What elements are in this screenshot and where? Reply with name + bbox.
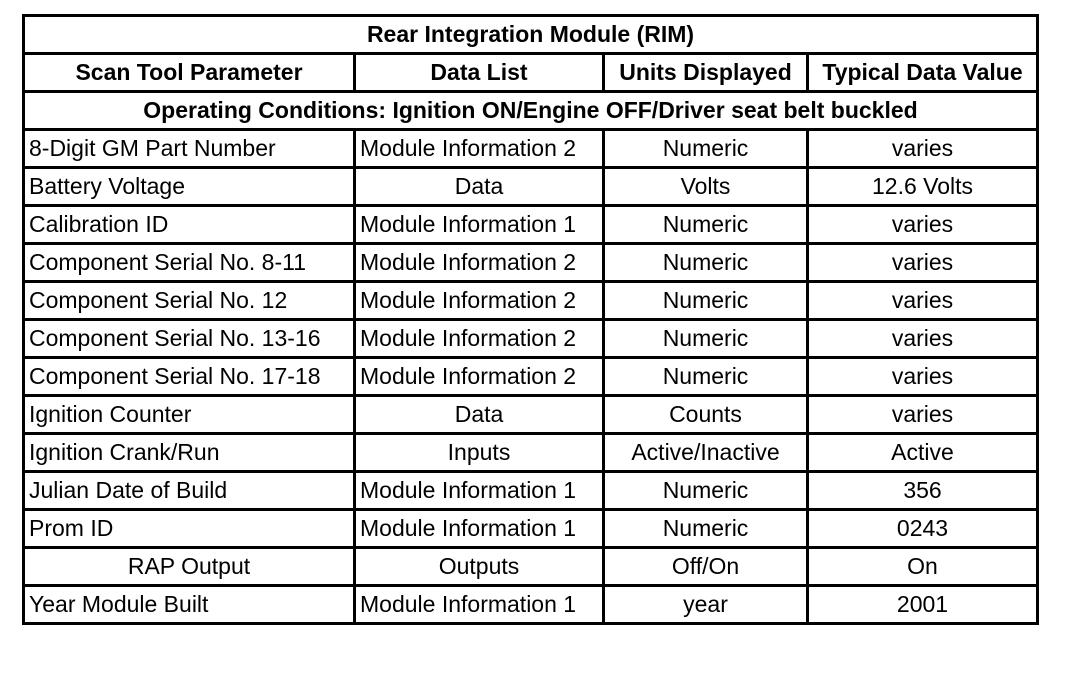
- cell-parameter: Julian Date of Build: [24, 472, 355, 510]
- cell-units: Numeric: [604, 358, 808, 396]
- cell-data-list: Inputs: [355, 434, 604, 472]
- header-data-list: Data List: [355, 54, 604, 92]
- cell-value: varies: [808, 358, 1038, 396]
- cell-value: varies: [808, 396, 1038, 434]
- cell-units: Active/Inactive: [604, 434, 808, 472]
- cell-data-list: Module Information 1: [355, 510, 604, 548]
- table-row: [24, 434, 1038, 472]
- table-row: [24, 358, 1038, 396]
- operating-conditions: Operating Conditions: Ignition ON/Engine OFF/Driver seat belt buckled: [24, 92, 1038, 130]
- title-row: [24, 16, 1038, 54]
- cell-parameter: Component Serial No. 8-11: [24, 244, 355, 282]
- cell-data-list: Data: [355, 396, 604, 434]
- cell-value: 2001: [808, 586, 1038, 624]
- header-units-displayed: Units Displayed: [604, 54, 808, 92]
- data-table-container: [22, 14, 1036, 625]
- cell-units: Off/On: [604, 548, 808, 586]
- table-row: [24, 510, 1038, 548]
- cell-parameter: Calibration ID: [24, 206, 355, 244]
- conditions-row: [24, 92, 1038, 130]
- table-row: [24, 320, 1038, 358]
- cell-parameter: Battery Voltage: [24, 168, 355, 206]
- table-row: [24, 472, 1038, 510]
- cell-units: Counts: [604, 396, 808, 434]
- table-row: [24, 168, 1038, 206]
- cell-units: Numeric: [604, 510, 808, 548]
- cell-units: Numeric: [604, 244, 808, 282]
- cell-parameter: Component Serial No. 12: [24, 282, 355, 320]
- cell-parameter: Ignition Counter: [24, 396, 355, 434]
- cell-value: varies: [808, 130, 1038, 168]
- cell-units: year: [604, 586, 808, 624]
- cell-value: varies: [808, 244, 1038, 282]
- cell-parameter: Component Serial No. 17-18: [24, 358, 355, 396]
- cell-data-list: Module Information 1: [355, 586, 604, 624]
- cell-parameter: 8-Digit GM Part Number: [24, 130, 355, 168]
- cell-data-list: Module Information 2: [355, 282, 604, 320]
- cell-units: Numeric: [604, 130, 808, 168]
- cell-value: Active: [808, 434, 1038, 472]
- cell-parameter: Year Module Built: [24, 586, 355, 624]
- cell-data-list: Module Information 1: [355, 472, 604, 510]
- cell-value: 0243: [808, 510, 1038, 548]
- table-row: [24, 282, 1038, 320]
- table-title: Rear Integration Module (RIM): [24, 16, 1038, 54]
- header-row: [24, 54, 1038, 92]
- table-row: [24, 586, 1038, 624]
- cell-units: Numeric: [604, 472, 808, 510]
- cell-data-list: Module Information 2: [355, 358, 604, 396]
- cell-data-list: Module Information 2: [355, 320, 604, 358]
- cell-data-list: Module Information 1: [355, 206, 604, 244]
- cell-data-list: Data: [355, 168, 604, 206]
- cell-data-list: Module Information 2: [355, 244, 604, 282]
- header-typical-data-value: Typical Data Value: [808, 54, 1038, 92]
- cell-parameter: Component Serial No. 13-16: [24, 320, 355, 358]
- cell-parameter: RAP Output: [24, 548, 355, 586]
- table-row: [24, 396, 1038, 434]
- table-row: [24, 206, 1038, 244]
- cell-value: varies: [808, 282, 1038, 320]
- cell-units: Numeric: [604, 206, 808, 244]
- cell-units: Volts: [604, 168, 808, 206]
- cell-value: On: [808, 548, 1038, 586]
- table-row: [24, 244, 1038, 282]
- cell-value: 12.6 Volts: [808, 168, 1038, 206]
- cell-value: varies: [808, 206, 1038, 244]
- cell-units: Numeric: [604, 320, 808, 358]
- cell-value: 356: [808, 472, 1038, 510]
- table-row: [24, 130, 1038, 168]
- cell-parameter: Ignition Crank/Run: [24, 434, 355, 472]
- table-row: [24, 548, 1038, 586]
- cell-data-list: Module Information 2: [355, 130, 604, 168]
- header-scan-tool-parameter: Scan Tool Parameter: [24, 54, 355, 92]
- cell-parameter: Prom ID: [24, 510, 355, 548]
- rim-data-table: [22, 14, 1039, 625]
- cell-value: varies: [808, 320, 1038, 358]
- cell-units: Numeric: [604, 282, 808, 320]
- cell-data-list: Outputs: [355, 548, 604, 586]
